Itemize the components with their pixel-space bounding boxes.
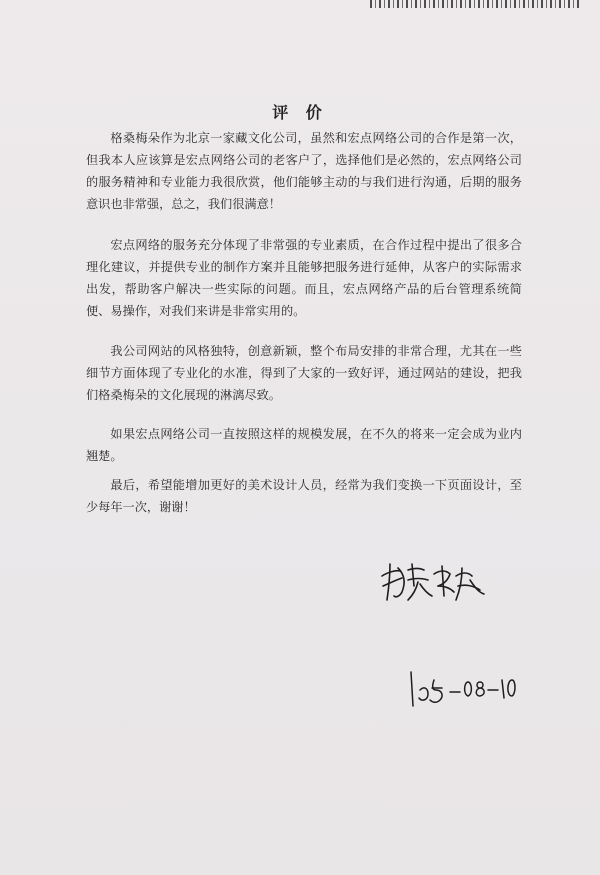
paragraph-text: 我公司网站的风格独特，创意新颖，整个布局安排的非常合理，尤其在一些细节方面体现了专业化的水准，得到了大家的一致好评，通过网站的建设，把我们格桑梅朵的文化展现的淋漓尽致。	[86, 344, 522, 402]
paragraph-text: 格桑梅朵作为北京一家藏文化公司，虽然和宏点网络公司的合作是第一次，但我本人应该算是宏点网络公司的老客户了，选择他们是必然的，宏点网络公司的服务精神和专业能力我很欣赏，他们能够主动的与我们进行沟通，后期的服务意识也非常强，总之，我们很满意！	[86, 131, 522, 211]
paragraph-3	[86, 340, 522, 406]
handwritten-date	[408, 668, 518, 708]
handwritten-signature	[378, 556, 488, 606]
scan-artifact-strip	[370, 0, 580, 8]
paragraph-4	[86, 423, 522, 467]
paragraph-5	[86, 474, 522, 518]
paragraph-text: 如果宏点网络公司一直按照这样的规模发展，在不久的将来一定会成为业内翘楚。	[86, 427, 522, 463]
paragraph-text: 宏点网络的服务充分体现了非常强的专业素质，在合作过程中提出了很多合理化建议，并提供专业的制作方案并且能够把服务进行延伸，从客户的实际需求出发，帮助客户解决一些实际的问题。而且，宏点网络产品的后台管理系统简便、易操作，对我们来讲是非常实用的。	[86, 238, 522, 318]
document-title: 评 价	[272, 103, 328, 122]
paragraph-text: 最后，希望能增加更好的美术设计人员，经常为我们变换一下页面设计，至少每年一次，谢谢！	[86, 478, 522, 514]
paragraph-1	[86, 127, 522, 215]
paragraph-2	[86, 234, 522, 322]
